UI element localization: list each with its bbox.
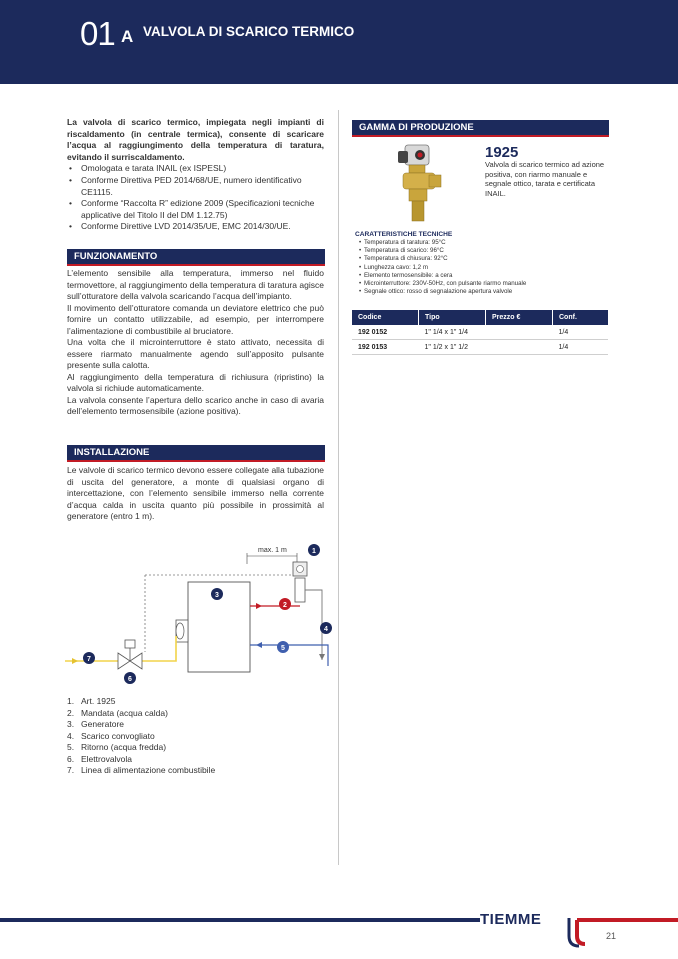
- legend-item: 2. Mandata (acqua calda): [67, 707, 168, 718]
- paragraph: Le valvole di scarico termico devono essere collegate alla tubazione di uscita del generatore, a monte di qualsiasi organo di intercettazione, con l’elemento sensibile immerso nella corrente d’acqua calda in uscita quanto più possibile in prossimità al generatore (entro 1 m).: [67, 465, 324, 521]
- cell-code: 192 0153: [352, 340, 419, 355]
- col-header: Tipo: [419, 310, 486, 325]
- installazione-text: [67, 465, 324, 523]
- list-item: • Conforme Direttiva PED 2014/68/UE, numero identificativo CE1115.: [67, 175, 324, 198]
- cell-price: [486, 340, 553, 355]
- col-header: Prezzo €: [486, 310, 553, 325]
- list-item: • Lunghezza cavo: 1,2 m: [357, 264, 526, 272]
- dimension-label: max. 1 m: [258, 547, 287, 554]
- marker-4: [320, 622, 332, 634]
- svg-text:3: 3: [215, 592, 219, 599]
- valve-dial: [297, 566, 304, 573]
- intro-text: La valvola di scarico termico, impiegata negli impianti di riscaldamento (in centrale termica), consente di scaricare l’acqua al raggiungimento della temperatura di taratura, evitando il surriscaldamento.: [67, 117, 324, 162]
- chapter-number: 01: [80, 15, 115, 52]
- marker-1: [308, 544, 320, 556]
- diagram-legend: [67, 696, 215, 777]
- tech-specs-list: [357, 239, 526, 296]
- installation-diagram: [60, 540, 340, 690]
- svg-text:2: 2: [283, 602, 287, 609]
- paragraph: La valvola consente l’apertura dello scarico anche in caso di avaria dell’elemento termosensibile (azione positiva).: [67, 394, 324, 416]
- solenoid-coil: [125, 640, 135, 648]
- brand-logo-icon: [555, 908, 678, 948]
- legend-item: 1. Art. 1925: [67, 696, 116, 706]
- paragraph: Il movimento dell’otturatore comanda un deviatore elettrico che può fornire un contatto utilizzabile, ad esempio, per interrompere l’alimentazione di combustibile al bruciatore.: [67, 302, 324, 336]
- paragraph: Una volta che il microinterruttore è stato attivato, necessita di essere riarmato manualmente agendo sull’apposito pulsante presente sulla calotta.: [67, 337, 324, 370]
- svg-text:5: 5: [281, 645, 285, 652]
- arrow-icon: [72, 658, 78, 664]
- product-table: [352, 310, 608, 355]
- product-description: Valvola di scarico termico ad azione positiva, con riarmo manuale e segnale ottico, tarata e certificata INAIL.: [485, 160, 605, 198]
- page-header: [0, 0, 678, 84]
- burner-head: [176, 623, 184, 639]
- solenoid-valve: [130, 653, 142, 669]
- page-title: VALVOLA DI SCARICO TERMICO: [143, 24, 355, 39]
- funzionamento-heading: FUNZIONAMENTO: [67, 249, 325, 266]
- cell-conf: 1/4: [553, 325, 609, 340]
- paragraph: Al raggiungimento della temperatura di richiusura (ripristino) la valvola si richiude automaticamente.: [67, 371, 324, 393]
- col-header: Conf.: [553, 310, 609, 325]
- legend-item: 4. Scarico convogliato: [67, 730, 155, 741]
- col-header: Codice: [352, 310, 419, 325]
- page-number: 21: [606, 931, 617, 941]
- cell-type: 1" 1/2 x 1" 1/2: [419, 340, 486, 355]
- funzionamento-text: [67, 268, 324, 418]
- marker-5: [277, 641, 289, 653]
- installazione-heading: INSTALLAZIONE: [67, 445, 325, 462]
- drain-line: [305, 590, 322, 660]
- list-item: • Conforme “Raccolta R” edizione 2009 (Specificazioni tecniche applicative del Titolo II del DM 1.12.75): [67, 198, 324, 221]
- solenoid-valve: [118, 653, 130, 669]
- product-valve-image: [395, 143, 443, 225]
- brand-logo: TIEMME: [480, 911, 542, 928]
- table-row: [352, 340, 608, 355]
- list-item: • Conforme Direttive LVD 2014/35/UE, EMC 2014/30/UE.: [67, 221, 324, 233]
- cell-conf: 1/4: [553, 340, 609, 355]
- return-line: [250, 645, 328, 666]
- svg-text:7: 7: [87, 656, 91, 663]
- intro-bullets: [67, 163, 324, 233]
- arrow-icon: [256, 603, 262, 609]
- list-item: • Temperatura di chiusura: 92°C: [357, 255, 526, 263]
- svg-text:6: 6: [128, 676, 132, 683]
- marker-7: [83, 652, 95, 664]
- list-item: • Segnale ottico: rosso di segnalazione apertura valvole: [357, 288, 526, 296]
- product-code: 1925: [485, 144, 519, 161]
- marker-2: [279, 598, 291, 610]
- arrow-icon: [319, 654, 325, 660]
- svg-text:4: 4: [324, 626, 328, 633]
- list-item: • Omologata e tarata INAIL (ex ISPESL): [67, 163, 324, 175]
- arrow-icon: [256, 642, 262, 648]
- table-row: [352, 325, 608, 340]
- paragraph: L’elemento sensibile alla temperatura, immerso nel fluido termovettore, al raggiungimento della temperatura di taratura agisce sull’otturatore della valvola scaricando l’acqua dell’impianto.: [67, 268, 324, 301]
- legend-item: 3. Generatore: [67, 719, 124, 729]
- tech-specs-title: CARATTERISTICHE TECNICHE: [355, 231, 453, 238]
- table-header-row: [352, 310, 608, 325]
- list-item: • Temperatura di scarico: 96°C: [357, 247, 526, 255]
- marker-6: [124, 672, 136, 684]
- gamma-heading: GAMMA DI PRODUZIONE: [352, 120, 609, 137]
- cell-price: [486, 325, 553, 340]
- list-item: • Elemento termosensibile: a cera: [357, 272, 526, 280]
- legend-item: 6. Elettrovalvola: [67, 753, 133, 764]
- list-item: • Microinterruttore: 230V-50Hz, con pulsante riarmo manuale: [357, 280, 526, 288]
- legend-item: 5. Ritorno (acqua fredda): [67, 742, 167, 752]
- valve-body: [295, 578, 305, 602]
- column-divider: [338, 110, 339, 865]
- svg-text:1: 1: [312, 548, 316, 555]
- cell-type: 1" 1/4 x 1" 1/4: [419, 325, 486, 340]
- list-item: • Temperatura di taratura: 95°C: [357, 239, 526, 247]
- legend-item: 7. Linea di alimentazione combustibile: [67, 765, 216, 775]
- chapter-letter: A: [121, 27, 134, 46]
- cell-code: 192 0152: [352, 325, 419, 340]
- intro-block: [67, 117, 324, 233]
- marker-3: [211, 588, 223, 600]
